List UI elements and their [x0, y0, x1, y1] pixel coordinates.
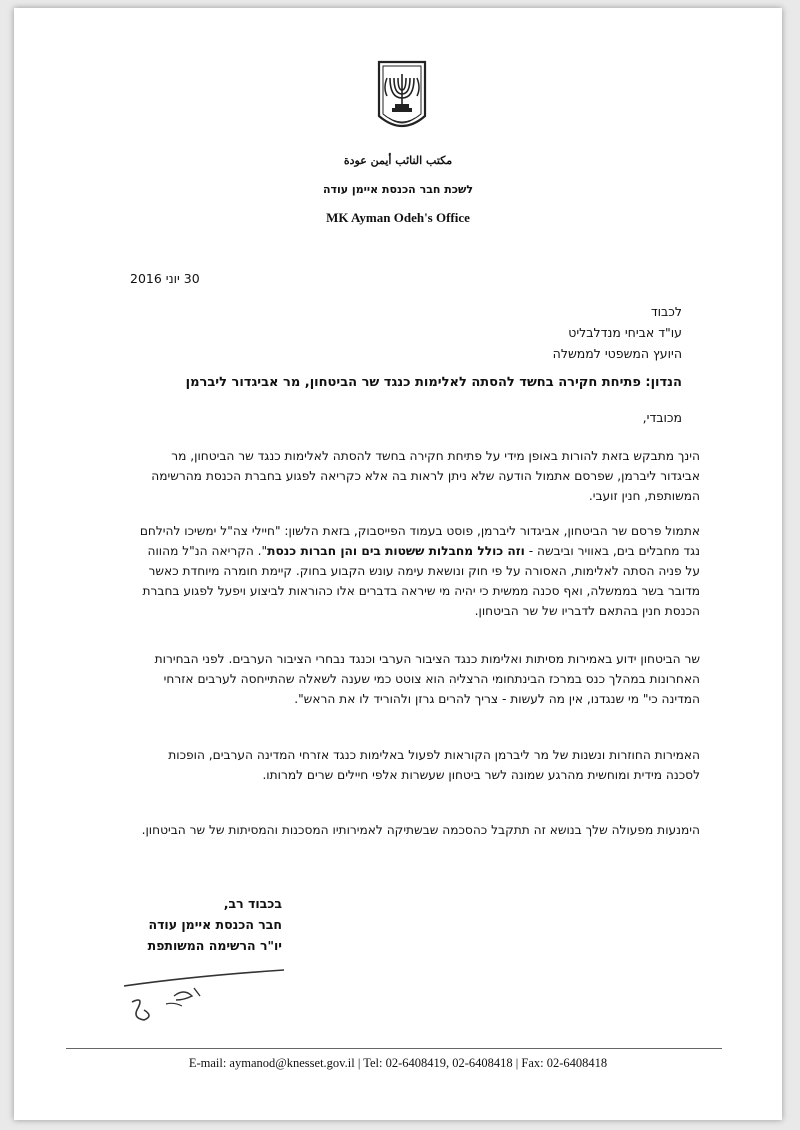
body-paragraph-2: אתמול פרסם שר הביטחון, אביגדור ליברמן, פוסט בעמוד הפייסבוק, בזאת הלשון: "חיילי צה"ל ימשיכו להילחם נגד מחבלים בים, באוויר וביבשה - וזה כולל מחבלות ששטות בים והן חברות כנסת". הקריאה הנ"ל מהווה על פניה הסתה לאלימות, האסורה על פי חוק ונושאת עימה עונש הקבוע בחוק. קיימת חומרה מיוחדת כאשר מדובר בשר בממשלה, ואף סכנה ממשית כי יהיה מי שיראה בדברים אלו כהוראות לביצוע ויפעל לפגוע בחברת הכנסת חנין בהתאם לדבריו של שר הביטחון.: [139, 524, 700, 618]
footer-divider: [66, 1048, 722, 1049]
body-paragraph-4: האמירות החוזרות ונשנות של מר ליברמן הקוראות לפעול באלימות כנגד אזרחי המדינה הערבים, הופכות לסכנה מידית ומוחשית מהרגע שמונה לשר ביטחון שעשרות אלפי חיילים שרים למרותו.: [168, 748, 700, 782]
recipient-salutation: לכבוד: [650, 304, 682, 319]
office-name-english: MK Ayman Odeh's Office: [326, 210, 470, 225]
letter-greeting: מכובדי,: [642, 410, 682, 425]
recipient-title: היועץ המשפטי לממשלה: [552, 346, 682, 361]
office-name-arabic: مكتب النائب أيمن عودة: [343, 154, 453, 167]
recipient-name: עו"ד אביחי מנדלבליט: [568, 325, 682, 340]
body-paragraph-3: שר הביטחון ידוע באמירות מסיתות ואלימות כנגד הציבור הערבי וכנגד נבחרי הציבור הערבים. לפני הבחירות האחרונות במהלך כנס במרכז הבינתחומי הרצליה הוא צוטט כמי שענה לשאלה שהתייחסה לערבים אזרחי המדינה כי" מי שנגדנו, אין מה לעשות - צריך להרים גרזן ולהוריד לו את הראש".: [154, 652, 700, 706]
letter-page: [14, 8, 782, 1120]
signoff-name: חבר הכנסת איימן עודה: [148, 917, 282, 932]
body-paragraph-1: הינך מתבקש בזאת להורות באופן מידי על פתיחת חקירה בחשד להסתה לאלימות כנגד שר הביטחון, מר אביגדור ליברמן, שפרסם אתמול הודעה שלא ניתן לראות בה אלא כקריאה לפגוע בחברת הכנסת מהרשימה המשותפת, חנין זועבי.: [151, 449, 700, 503]
body-paragraph-5: הימנעות מפעולה שלך בנושא זה תתקבל כהסכמה שבשתיקה לאמירותיו המסכנות והמסיתות של שר הביטחון.: [141, 823, 700, 837]
signoff-title: יו"ר הרשימה המשותפת: [147, 938, 282, 953]
letter-date: 30 יוני 2016: [130, 271, 200, 286]
footer-contact: E-mail: aymanod@knesset.gov.il | Tel: 02-6408419, 02-6408418 | Fax: 02-6408418: [188, 1056, 608, 1070]
handwritten-signature: [114, 966, 294, 1026]
quoted-bold-text: וזה כולל מחבלות ששטות בים והן חברות כנסת: [267, 544, 525, 558]
letter-subject: הנדון: פתיחת חקירה בחשד להסתה לאלימות כנגד שר הביטחון, מר אביגדור ליברמן: [185, 375, 682, 390]
recipient-block: [282, 301, 682, 364]
signoff-closing: בכבוד רב,: [223, 896, 282, 911]
signoff-block: [82, 893, 282, 956]
state-emblem-menorah-icon: [375, 58, 429, 138]
office-name-hebrew: לשכת חבר הכנסת איימן עודה: [322, 183, 474, 196]
